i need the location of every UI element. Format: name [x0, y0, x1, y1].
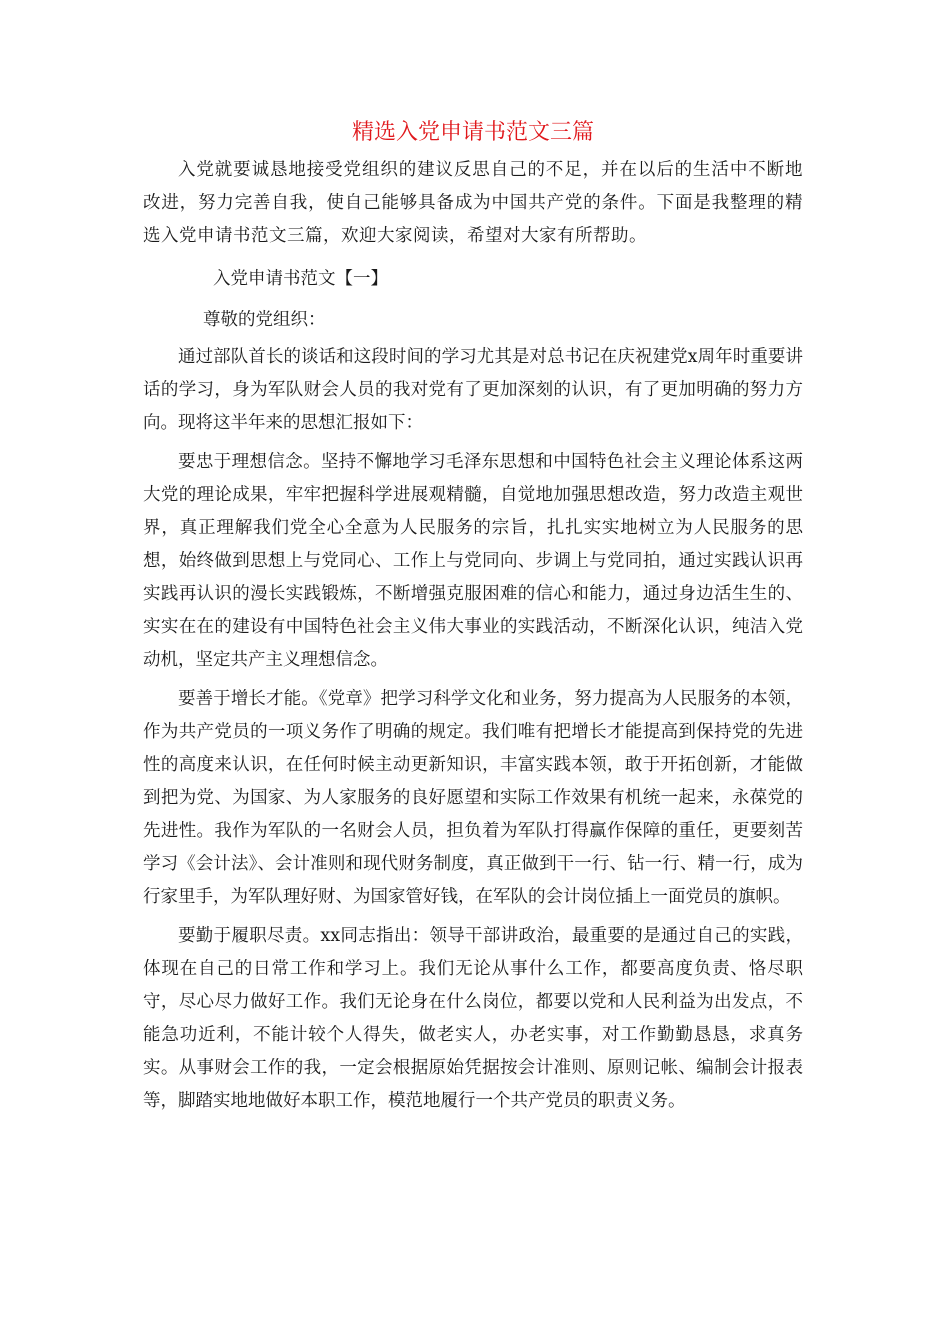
- body-paragraph: 要忠于理想信念。坚持不懈地学习毛泽东思想和中国特色社会主义理论体系这两大党的理论成果，牢牢把握科学进展观精髓，自觉地加强思想改造，努力改造主观世界，真正理解我们党全心全意为人民服务的宗旨，扎扎实实地树立为人民服务的思想，始终做到思想上与党同心、工作上与党同向、步调上与党同拍，通过实践认识再实践再认识的漫长实践锻炼，不断增强克服困难的信心和能力，通过身边活生生的、实实在在的建设有中国特色社会主义伟大事业的实践活动，不断深化认识，纯洁入党动机，坚定共产主义理想信念。: [143, 452, 803, 670]
- document-content: [143, 116, 803, 1118]
- intro-paragraph: 入党就要诚恳地接受党组织的建议反思自己的不足，并在以后的生活中不断地改进，努力完善自我，使自己能够具备成为中国共产党的条件。下面是我整理的精选入党申请书范文三篇，欢迎大家阅读，希望对大家有所帮助。: [143, 160, 803, 246]
- salutation: 尊敬的党组织：: [203, 310, 326, 330]
- document-title: 精选入党申请书范文三篇: [351, 120, 594, 145]
- body-paragraph: 通过部队首长的谈话和这段时间的学习尤其是对总书记在庆祝建党x周年时重要讲话的学习，身为军队财会人员的我对党有了更加深刻的认识，有了更加明确的努力方向。现将这半年来的思想汇报如下：: [143, 347, 803, 433]
- section-heading: 入党申请书范文【一】: [213, 269, 388, 289]
- body-paragraph: 要勤于履职尽责。xx同志指出：领导干部讲政治，最重要的是通过自己的实践，体现在自己的日常工作和学习上。我们无论从事什么工作，都要高度负责、恪尽职守，尽心尽力做好工作。我们无论身在什么岗位，都要以党和人民利益为出发点，不能急功近利，不能计较个人得失，做老实人，办老实事，对工作勤勤恳恳，求真务实。从事财会工作的我，一定会根据原始凭据按会计准则、原则记帐、编制会计报表等，脚踏实地地做好本职工作，模范地履行一个共产党员的职责义务。: [143, 926, 803, 1111]
- body-paragraph: 要善于增长才能。《党章》把学习科学文化和业务，努力提高为人民服务的本领，作为共产党员的一项义务作了明确的规定。我们唯有把增长才能提高到保持党的先进性的高度来认识，在任何时候主动更新知识，丰富实践本领，敢于开拓创新，才能做到把为党、为国家、为人家服务的良好愿望和实际工作效果有机统一起来，永葆党的先进性。我作为军队的一名财会人员，担负着为军队打得赢作保障的重任，更要刻苦学习《会计法》、会计准则和现代财务制度，真正做到干一行、钻一行、精一行，成为行家里手，为军队理好财、为国家管好钱，在军队的会计岗位插上一面党员的旗帜。: [143, 689, 803, 907]
